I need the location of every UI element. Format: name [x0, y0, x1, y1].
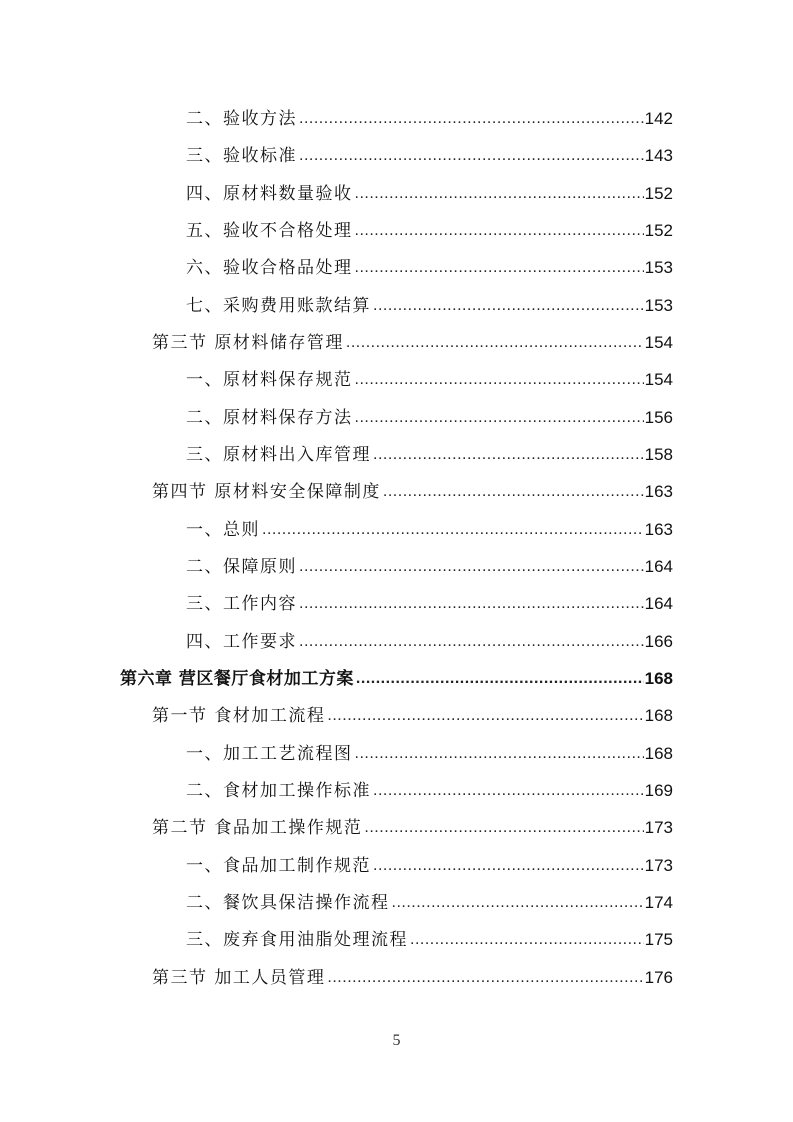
toc-entry-title: 三、废弃食用油脂处理流程: [186, 930, 408, 950]
toc-entry-title: 六、验收合格品处理: [186, 258, 353, 278]
toc-section-entry[interactable]: [152, 699, 673, 727]
toc-entry[interactable]: [186, 587, 673, 615]
toc-entry[interactable]: [186, 774, 673, 802]
toc-entry[interactable]: [186, 849, 673, 877]
toc-entry[interactable]: [186, 438, 673, 466]
toc-entry-title: 第二节 食品加工操作规范: [152, 818, 363, 838]
toc-entry-title: 第六章 营区餐厅食材加工方案: [120, 669, 354, 689]
toc-entry-page: 156: [644, 408, 673, 427]
toc-entry-page: 166: [644, 632, 673, 651]
toc-entry-page: 173: [644, 818, 673, 837]
dot-leader: [373, 295, 644, 317]
toc-entry-page: 164: [644, 594, 673, 613]
toc-entry[interactable]: [186, 177, 673, 205]
toc-entry[interactable]: [186, 886, 673, 914]
toc-entry-page: 152: [644, 184, 673, 203]
toc-entry-title: 第三节 加工人员管理: [152, 968, 326, 988]
dot-leader: [373, 444, 644, 466]
toc-entry-page: 158: [644, 445, 673, 464]
toc-entry-title: 第三节 原材料储存管理: [152, 333, 344, 353]
toc-entry-title: 三、工作内容: [186, 594, 297, 614]
page-number: 5: [392, 1032, 401, 1049]
toc-entry-title: 二、食材加工操作标准: [186, 781, 371, 801]
toc-entry-title: 二、原材料保存方法: [186, 408, 353, 428]
toc-section-entry[interactable]: [152, 475, 673, 503]
dot-leader: [355, 183, 644, 205]
toc-entry[interactable]: [186, 214, 673, 242]
toc-entry[interactable]: [186, 923, 673, 951]
toc-section-entry[interactable]: [152, 326, 673, 354]
dot-leader: [410, 929, 644, 951]
toc-entry-page: 152: [644, 221, 673, 240]
toc-entry-page: 142: [644, 109, 673, 128]
toc-section-entry[interactable]: [152, 811, 673, 839]
toc-entry-page: 176: [644, 968, 673, 987]
toc-entry[interactable]: [186, 550, 673, 578]
toc-entry-title: 七、采购费用账款结算: [186, 296, 371, 316]
toc-entry-title: 一、食品加工制作规范: [186, 856, 371, 876]
dot-leader: [373, 780, 644, 802]
dot-leader: [355, 743, 644, 765]
toc-entry-page: 154: [644, 370, 673, 389]
toc-entry-title: 第一节 食材加工流程: [152, 706, 326, 726]
dot-leader: [392, 892, 644, 914]
toc-entry-page: 169: [644, 781, 673, 800]
dot-leader: [355, 407, 644, 429]
toc-entry-page: 168: [644, 744, 673, 763]
toc-entry-page: 143: [644, 146, 673, 165]
toc-entry-page: 168: [644, 669, 673, 688]
toc-entry-page: 174: [644, 893, 673, 912]
toc-entry-title: 一、原材料保存规范: [186, 370, 353, 390]
toc-section-entry[interactable]: [152, 961, 673, 989]
toc-entry[interactable]: [186, 363, 673, 391]
toc-entry-title: 一、加工工艺流程图: [186, 744, 353, 764]
toc-entry[interactable]: [186, 737, 673, 765]
dot-leader: [356, 668, 644, 690]
toc-entry-title: 四、原材料数量验收: [186, 184, 353, 204]
toc-entry[interactable]: [186, 401, 673, 429]
toc-entry-page: 153: [644, 296, 673, 315]
toc-entry-title: 五、验收不合格处理: [186, 221, 353, 241]
dot-leader: [299, 593, 644, 615]
toc-entry-page: 168: [644, 706, 673, 725]
toc-entry-title: 第四节 原材料安全保障制度: [152, 482, 381, 502]
dot-leader: [355, 369, 644, 391]
toc-entry-title: 二、保障原则: [186, 557, 297, 577]
toc-entry[interactable]: [186, 251, 673, 279]
dot-leader: [373, 855, 644, 877]
toc-entry-page: 153: [644, 258, 673, 277]
dot-leader: [327, 967, 643, 989]
dot-leader: [299, 631, 644, 653]
toc-entry-page: 163: [644, 520, 673, 539]
dot-leader: [346, 332, 644, 354]
toc-entry-page: 173: [644, 856, 673, 875]
toc-entry-title: 四、工作要求: [186, 632, 297, 652]
toc-chapter-entry[interactable]: [120, 662, 673, 690]
dot-leader: [355, 257, 644, 279]
toc-entry[interactable]: [186, 289, 673, 317]
dot-leader: [299, 556, 644, 578]
toc-entry-title: 一、总则: [186, 520, 260, 540]
toc-entry[interactable]: [186, 625, 673, 653]
toc-entry-page: 164: [644, 557, 673, 576]
toc-entry[interactable]: [186, 139, 673, 167]
toc-entry-title: 二、餐饮具保洁操作流程: [186, 893, 390, 913]
toc-entry[interactable]: [186, 513, 673, 541]
dot-leader: [299, 145, 644, 167]
toc-entry-title: 三、验收标准: [186, 146, 297, 166]
toc-entry-page: 163: [644, 482, 673, 501]
dot-leader: [299, 108, 644, 130]
dot-leader: [262, 519, 644, 541]
toc-entry-title: 二、验收方法: [186, 109, 297, 129]
toc-entry-page: 154: [644, 333, 673, 352]
dot-leader: [355, 220, 644, 242]
toc-entry-page: 175: [644, 930, 673, 949]
dot-leader: [327, 705, 643, 727]
dot-leader: [364, 817, 643, 839]
dot-leader: [383, 481, 644, 503]
toc-entry[interactable]: [186, 102, 673, 130]
toc-entry-title: 三、原材料出入库管理: [186, 445, 371, 465]
